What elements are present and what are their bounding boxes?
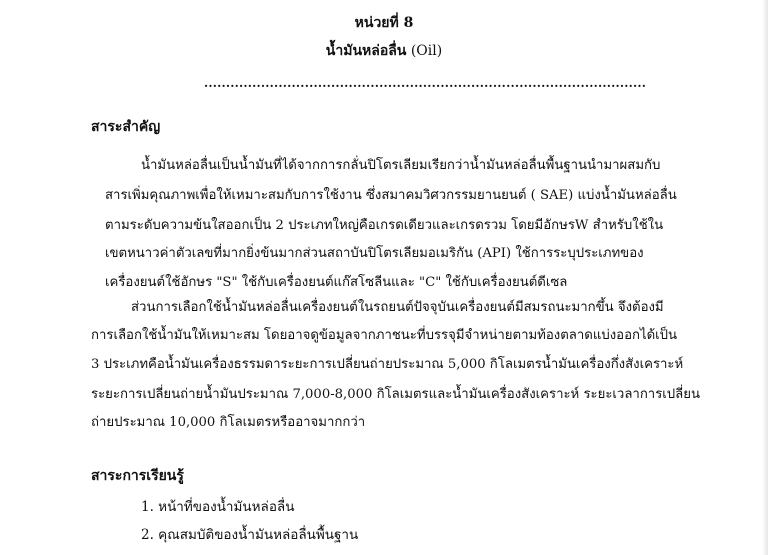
essence-p1-line-1: น้ำมันหล่อลื่นเป็นน้ำมันที่ได้จากการกลั่นปิโตรเลียมเรียกว่าน้ำมันหล่อลื่นพื้นฐานนำมาผสมกับ xyxy=(141,158,661,173)
learning-item-2: 2. คุณสมบัติของน้ำมันหล่อลื่นพื้นฐาน xyxy=(141,527,359,543)
essence-p2-line-2: การเลือกใช้น้ำมันให้เหมาะสม โดยอาจดูข้อมูลจากภาชนะที่บรรจุมีจำหน่ายตามท้องตลาดแบ่งออกได้เป็น xyxy=(91,328,678,343)
learning-item-1: 1. หน้าที่ของน้ำมันหล่อลื่น xyxy=(141,499,295,515)
unit-number: หน่วยที่ 8 xyxy=(354,15,414,31)
essence-p1-line-4: เขตหนาวค่าตัวเลขที่มากยิ่งข้นมากส่วนสถาบันปิโตรเลียมอเมริกัน (API) ใช้การระบุประเภทของ xyxy=(105,246,644,261)
essence-p1-line-5: เครื่องยนต์ใช้อักษร "S" ใช้กับเครื่องยนต์แก๊สโซลีนและ "C" ใช้กับเครื่องยนต์ดีเซล xyxy=(105,275,568,290)
essence-p2-line-4: ระยะการเปลี่ยนถ่ายน้ำมันประมาณ 7,000-8,000 กิโลเมตรและน้ำมันเครื่องสังเคราะห์ ระยะเวลาการเปลี่ยน xyxy=(91,387,700,402)
essence-heading: สาระสำคัญ xyxy=(91,119,161,135)
unit-title-thai: น้ำมันหล่อลื่น xyxy=(325,43,407,59)
essence-p2-line-3: 3 ประเภทคือน้ำมันเครื่องธรรมดาระยะการเปลี่ยนถ่ายประมาณ 5,000 กิโลเมตรน้ำมันเครื่องกึ่งสังเคราะห์ xyxy=(91,357,684,372)
unit-title xyxy=(0,40,768,62)
page-edge-shadow xyxy=(762,0,768,555)
essence-p1-line-3: ตามระดับความข้นใสออกเป็น 2 ประเภทใหญ่คือเกรดเดียวและเกรดรวม โดยมีอักษรW สำหรับใช้ใน xyxy=(105,218,664,233)
dotted-separator: ..................................................................................................... xyxy=(204,76,647,90)
essence-p1-line-2: สารเพิ่มคุณภาพเพื่อให้เหมาะสมกับการใช้งาน ซึ่งสมาคมวิศวกรรมยานยนต์ ( SAE) แบ่งน้ำมันหล่อลื่น xyxy=(105,188,677,203)
learning-heading: สาระการเรียนรู้ xyxy=(91,468,184,484)
essence-p2-line-1: ส่วนการเลือกใช้น้ำมันหล่อลื่นเครื่องยนต์ในรถยนต์ปัจจุบันเครื่องยนต์มีสมรถนะมากขึ้น จึงต้องมี xyxy=(131,300,664,315)
unit-title-english: (Oil) xyxy=(410,43,443,59)
essence-p2-line-5: ถ่ายประมาณ 10,000 กิโลเมตรหรืออาจมากกว่า xyxy=(91,415,366,430)
